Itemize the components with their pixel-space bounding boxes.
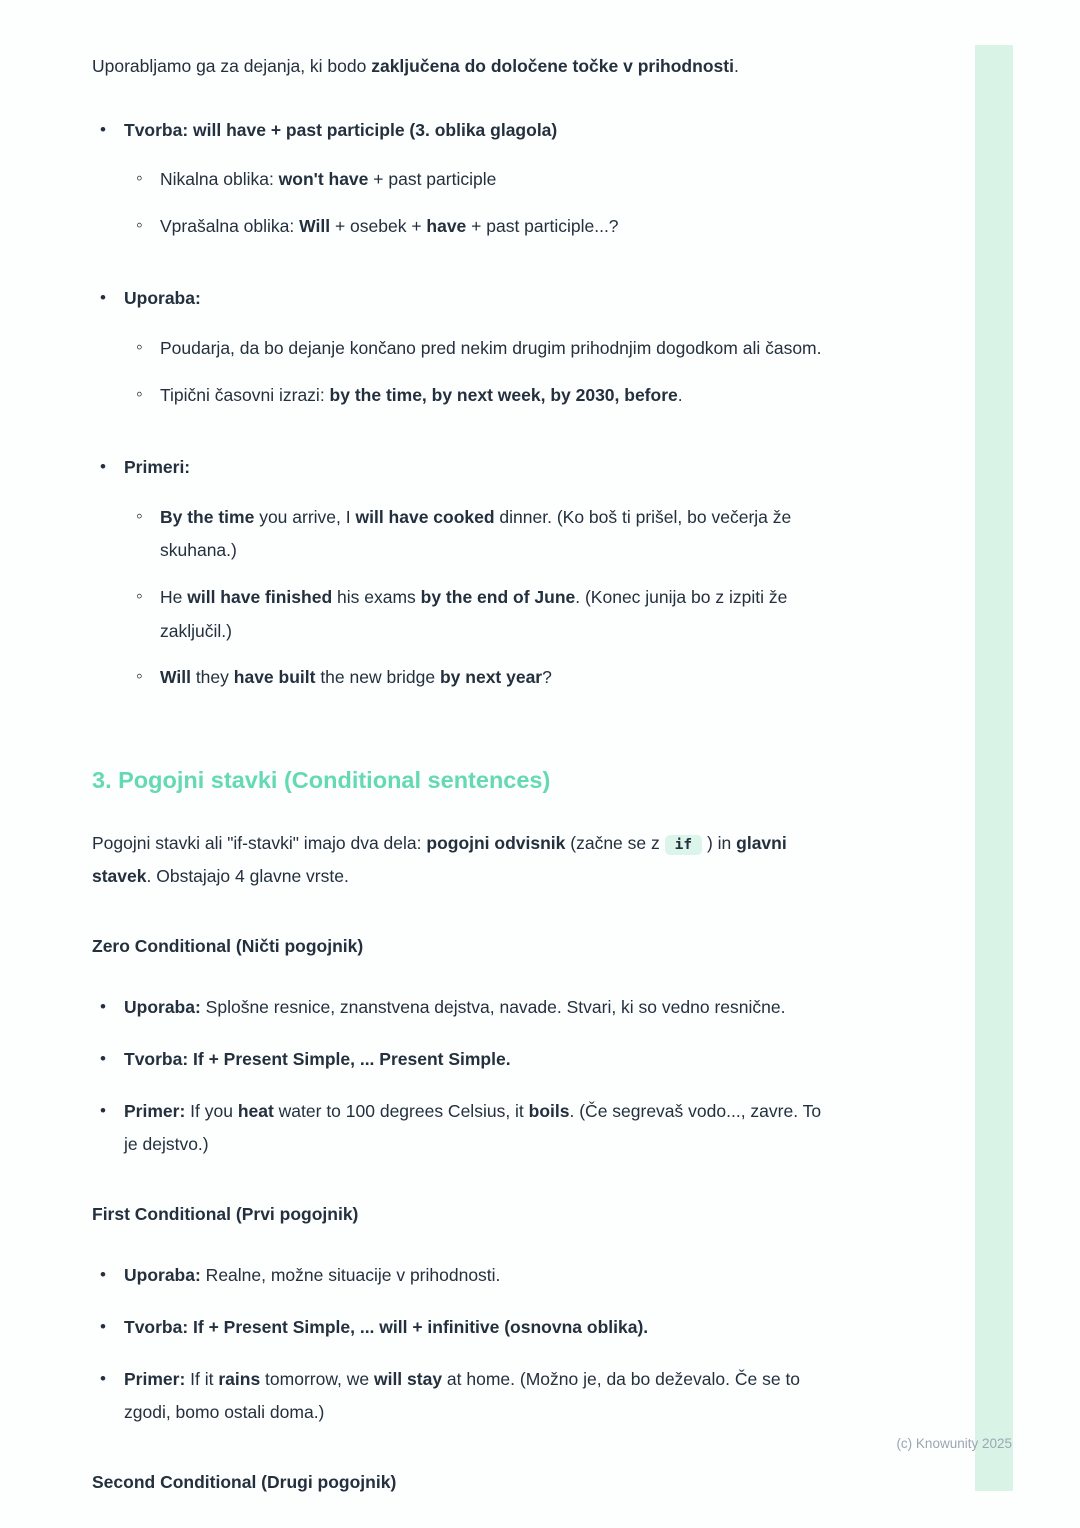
text-run: Nikalna oblika: bbox=[160, 169, 279, 190]
bullet-list bbox=[92, 114, 834, 716]
text-run: Pogojni stavki ali "if-stavki" imajo dva dela: bbox=[92, 832, 427, 853]
text-run: . (Konec junija bo z izpiti že zaključil.) bbox=[160, 586, 788, 641]
bullet-item bbox=[100, 991, 834, 1025]
bullet-text bbox=[124, 114, 834, 148]
text-run: (začne se z bbox=[565, 832, 665, 853]
bold-text-run: Will bbox=[160, 667, 191, 688]
bold-text-run: won't have bbox=[278, 169, 369, 190]
bullet-text bbox=[124, 991, 834, 1025]
text-run: . bbox=[677, 384, 683, 405]
bold-text-run: Uporaba: bbox=[124, 1265, 201, 1286]
text-run: at home. (Možno je, da bo deževalo. Če se to zgodi, bomo ostali doma.) bbox=[124, 1368, 801, 1423]
sub-bullet-text bbox=[160, 661, 834, 695]
text-run: Uporabljamo ga za dejanja, ki bodo bbox=[92, 56, 372, 76]
text-run: + past participle...? bbox=[466, 215, 619, 236]
bold-text-run: have built bbox=[233, 667, 316, 688]
bullet-item bbox=[100, 1043, 834, 1077]
bold-text-run: Tvorba: will have + past participle (3. oblika glagola) bbox=[124, 119, 558, 140]
sub-bullet-list bbox=[124, 163, 834, 256]
sub-bullet-item bbox=[136, 379, 834, 413]
text-run: 3. Pogojni stavki (Conditional sentences) bbox=[92, 766, 551, 793]
sub-bullet-marker-icon: ◦ bbox=[136, 585, 143, 607]
bold-text-run: Will bbox=[299, 215, 331, 236]
text-run: water to 100 degrees Celsius, it bbox=[273, 1100, 529, 1121]
text-run: you arrive, I bbox=[254, 506, 356, 527]
text-run: If it bbox=[185, 1368, 219, 1389]
sub-section-title bbox=[92, 1198, 834, 1232]
sub-bullet-text bbox=[160, 332, 834, 366]
sub-bullet-marker-icon: ◦ bbox=[136, 505, 143, 527]
text-run: . Obstajajo 4 glavne vrste. bbox=[146, 866, 349, 887]
sub-bullet-text bbox=[160, 210, 834, 244]
sub-bullet-marker-icon: ◦ bbox=[136, 383, 143, 405]
bullet-item bbox=[100, 451, 834, 716]
bullet-text bbox=[124, 1259, 834, 1293]
bold-text-run: glavni stavek bbox=[92, 832, 787, 887]
bullet-marker-icon: • bbox=[100, 997, 106, 1017]
sub-bullet-marker-icon: ◦ bbox=[136, 168, 143, 190]
text-run: tomorrow, we bbox=[260, 1368, 374, 1389]
bullet-marker-icon: • bbox=[100, 1316, 106, 1336]
bold-text-run: Primeri: bbox=[124, 457, 191, 478]
bold-text-run: Primer: bbox=[124, 1368, 186, 1389]
bold-text-run: rains bbox=[218, 1368, 261, 1389]
bullet-item bbox=[100, 282, 834, 433]
bold-text-run: zaključena do določene točke v prihodnosti bbox=[371, 56, 734, 76]
bullet-list bbox=[92, 1259, 834, 1429]
sub-bullet-item bbox=[136, 501, 834, 568]
sub-bullet-item bbox=[136, 332, 834, 366]
bullet-item bbox=[100, 1095, 834, 1162]
inline-code-chip: if bbox=[665, 835, 702, 855]
bold-text-run: by the time, by next week, by 2030, before bbox=[329, 384, 678, 405]
text-run: Poudarja, da bo dejanje končano pred nekim drugim prihodnjim dogodkom ali časom. bbox=[160, 337, 822, 358]
paragraph bbox=[92, 827, 834, 894]
text-run: Splošne resnice, znanstvena dejstva, navade. Stvari, ki so vedno resnične. bbox=[200, 997, 786, 1018]
text-run: Realne, možne situacije v prihodnosti. bbox=[200, 1265, 501, 1286]
sub-bullet-item bbox=[136, 581, 834, 648]
sub-bullet-item bbox=[136, 661, 834, 695]
bold-text-run: Primer: bbox=[124, 1100, 186, 1121]
text-run: ) in bbox=[702, 832, 737, 853]
sub-bullet-text bbox=[160, 581, 834, 648]
bullet-text bbox=[124, 1311, 834, 1345]
text-run: He bbox=[160, 586, 188, 607]
text-run: Zero Conditional (Ničti pogojnik) bbox=[92, 935, 364, 956]
bullet-text bbox=[124, 451, 834, 485]
text-run: . (Če segrevaš vodo..., zavre. To je dejstvo.) bbox=[124, 1100, 822, 1155]
bullet-text bbox=[124, 282, 834, 316]
sub-bullet-item bbox=[136, 210, 834, 244]
bullet-item bbox=[100, 1363, 834, 1430]
bullet-marker-icon: • bbox=[100, 457, 106, 477]
sub-bullet-list bbox=[124, 332, 834, 425]
text-run: + osebek + bbox=[330, 215, 427, 236]
bullet-item bbox=[100, 1259, 834, 1293]
sub-bullet-marker-icon: ◦ bbox=[136, 214, 143, 236]
text-run: If you bbox=[185, 1100, 238, 1121]
bullet-marker-icon: • bbox=[100, 288, 106, 308]
bullet-marker-icon: • bbox=[100, 1265, 106, 1285]
bold-text-run: by the end of June bbox=[420, 586, 576, 607]
bold-text-run: will stay bbox=[373, 1368, 443, 1389]
sub-bullet-marker-icon: ◦ bbox=[136, 666, 143, 688]
bullet-item bbox=[100, 1311, 834, 1345]
sub-bullet-item bbox=[136, 163, 834, 197]
sub-bullet-text bbox=[160, 163, 834, 197]
bold-text-run: will have cooked bbox=[355, 506, 495, 527]
text-run: they bbox=[190, 667, 234, 688]
bold-text-run: Tvorba: If + Present Simple, ... Present Simple. bbox=[124, 1048, 511, 1069]
text-run: . bbox=[733, 56, 739, 76]
sub-bullet-list bbox=[124, 501, 834, 708]
sub-bullet-text bbox=[160, 379, 834, 413]
text-run: Second Conditional (Drugi pogojnik) bbox=[92, 1471, 397, 1492]
text-run: dinner. (Ko boš ti prišel, bo večerja že skuhana.) bbox=[160, 506, 792, 561]
text-run: ? bbox=[542, 667, 552, 688]
bullet-item bbox=[100, 114, 834, 265]
page-edge-accent-strip bbox=[975, 45, 1013, 1491]
sub-section-title bbox=[92, 1466, 834, 1500]
bullet-text bbox=[124, 1043, 834, 1077]
bold-text-run: Uporaba: bbox=[124, 288, 201, 309]
text-run: First Conditional (Prvi pogojnik) bbox=[92, 1203, 359, 1224]
text-run: Vprašalna oblika: bbox=[160, 215, 300, 236]
bullet-marker-icon: • bbox=[100, 119, 106, 139]
document-content bbox=[92, 50, 834, 1527]
bold-text-run: heat bbox=[237, 1100, 274, 1121]
bullet-marker-icon: • bbox=[100, 1048, 106, 1068]
text-run: his exams bbox=[332, 586, 421, 607]
paragraph bbox=[92, 50, 834, 84]
bold-text-run: by next year bbox=[439, 667, 543, 688]
bullet-text bbox=[124, 1095, 834, 1162]
bold-text-run: pogojni odvisnik bbox=[426, 832, 566, 853]
text-run: Tipični časovni izrazi: bbox=[160, 384, 330, 405]
bold-text-run: By the time bbox=[160, 506, 255, 527]
bold-text-run: have bbox=[426, 215, 467, 236]
copyright-footer: (c) Knowunity 2025 bbox=[896, 1436, 1012, 1451]
sub-bullet-text bbox=[160, 501, 834, 568]
bold-text-run: boils bbox=[528, 1100, 570, 1121]
bold-text-run: Uporaba: bbox=[124, 997, 201, 1018]
text-run: + past participle bbox=[368, 169, 497, 190]
bullet-text bbox=[124, 1363, 834, 1430]
bold-text-run: will have finished bbox=[187, 586, 333, 607]
bullet-marker-icon: • bbox=[100, 1100, 106, 1120]
bold-text-run: Tvorba: If + Present Simple, ... will + infinitive (osnovna oblika). bbox=[124, 1316, 649, 1337]
text-run: the new bridge bbox=[315, 667, 440, 688]
sub-bullet-marker-icon: ◦ bbox=[136, 336, 143, 358]
section-heading bbox=[92, 764, 834, 797]
bullet-marker-icon: • bbox=[100, 1368, 106, 1388]
bullet-list bbox=[92, 991, 834, 1161]
sub-section-title bbox=[92, 930, 834, 964]
